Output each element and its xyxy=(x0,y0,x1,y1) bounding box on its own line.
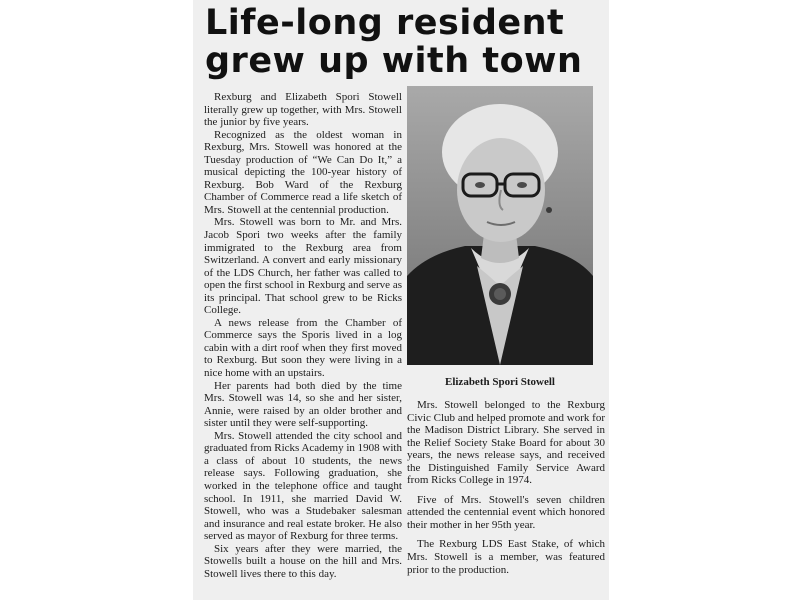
article-paragraph: Five of Mrs. Stowell's seven children attended the centennial event which honored their mother in her 95th year. xyxy=(407,493,605,531)
article-paragraph: Mrs. Stowell attended the city school and graduated from Ricks Academy in 1908 with a class of about 10 students, the news release says. Following graduation, she worked in the telephone office and taught school. In 1911, she married David W. Stowell, who was a Studebaker salesman and insurance and real estate broker. He also served as mayor of Rexburg for three terms. xyxy=(204,429,402,543)
article-paragraph: The Rexburg LDS East Stake, of which Mrs. Stowell is a member, was featured prior to the production. xyxy=(407,538,605,576)
article-paragraph: Her parents had both died by the time Mrs. Stowell was 14, so she and her sister, Annie, were raised by an older brother and sister until they were self-supporting. xyxy=(204,379,402,430)
portrait-photo xyxy=(407,86,593,365)
newspaper-clipping xyxy=(193,0,609,600)
article-paragraph: Rexburg and Elizabeth Spori Stowell literally grew up together, with Mrs. Stowell the junior by five years. xyxy=(204,91,402,129)
article-right-column xyxy=(407,399,605,583)
article-paragraph: A news release from the Chamber of Commerce says the Sporis lived in a log cabin with a dirt roof when they first moved to Rexburg. But soon they were living in a nice home with an upstairs. xyxy=(204,316,402,380)
article-paragraph: Mrs. Stowell belonged to the Rexburg Civic Club and helped promote and work for the Madison District Library. She served in the Relief Society Stake Board for about 30 years, the news release says, and received the Distinguished Family Service Award from Ricks College in 1974. xyxy=(407,399,605,487)
article-paragraph: Recognized as the oldest woman in Rexburg, Mrs. Stowell was honored at the Tuesday production of “We Can Do It,” a musical depicting the 100-year history of Rexburg. Bob Ward of the Rexburg Chamber of Commerce read a life sketch of Mrs. Stowell at the centennial production. xyxy=(204,128,402,216)
portrait-illustration xyxy=(407,86,593,365)
headline: Life-long resident grew up with town xyxy=(205,3,583,81)
article-paragraph: Mrs. Stowell was born to Mr. and Mrs. Jacob Spori two weeks after the family immigrated to the Rexburg area from Switzerland. A convert and early missionary of the LDS Church, her father was called to open the first school in Rexburg and serve as its principal. That school grew to be Ricks College. xyxy=(204,216,402,317)
article-left-column xyxy=(204,91,402,580)
photo-caption: Elizabeth Spori Stowell xyxy=(444,376,555,388)
article-paragraph: Six years after they were married, the Stowells built a house on the hill and Mrs. Stowell lives there to this day. xyxy=(204,542,402,580)
